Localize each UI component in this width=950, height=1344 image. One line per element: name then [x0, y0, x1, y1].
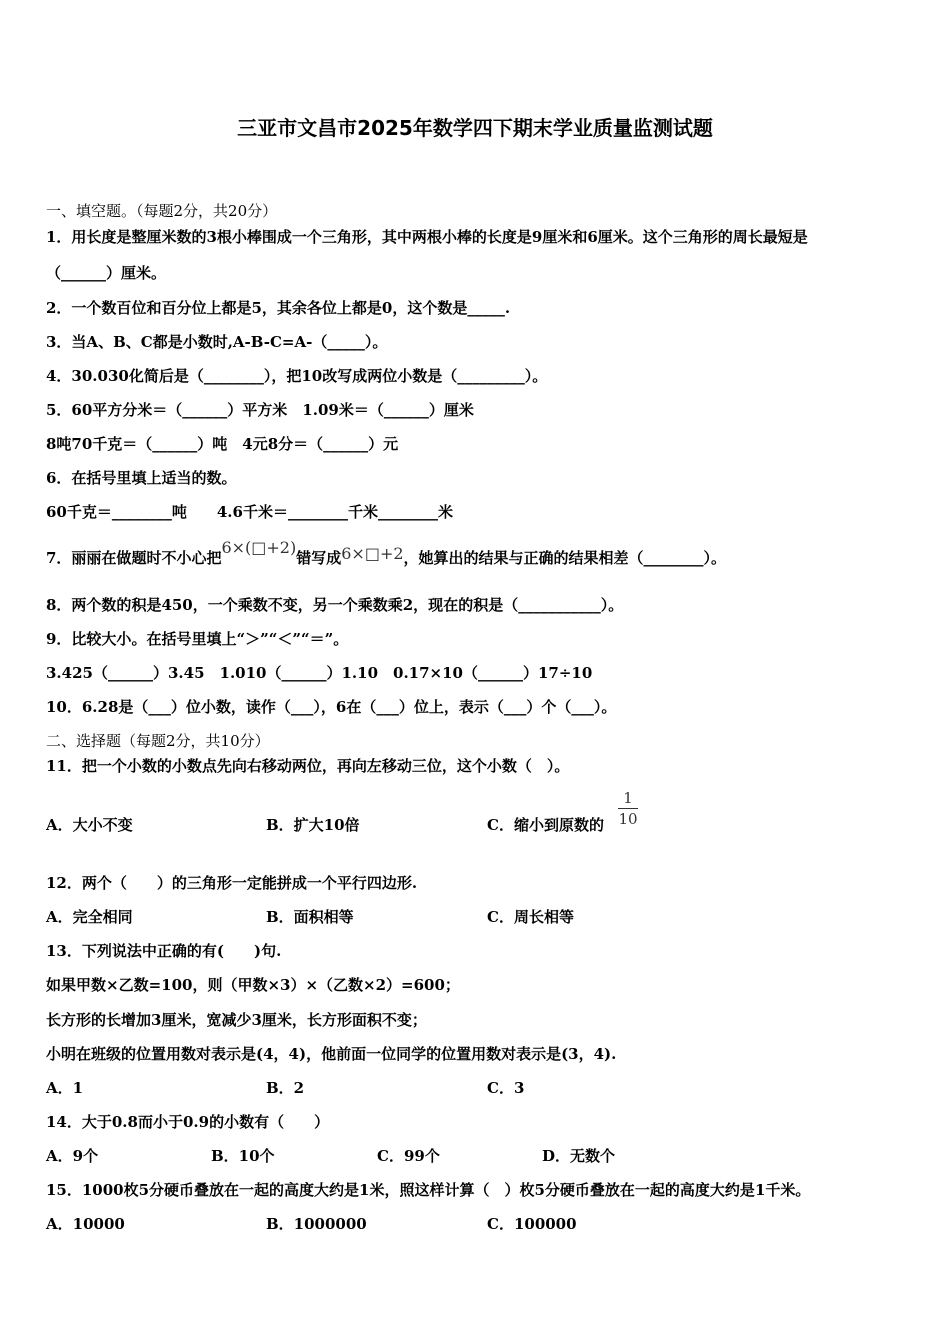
question-1-line-1: 1．用长度是整厘米数的3根小棒围成一个三角形，其中两根小棒的长度是9厘米和6厘米。这个三角形的周长最短是 — [46, 228, 808, 246]
question-14-option-a: A．9个 — [46, 1147, 99, 1165]
question-12-option-a: A．完全相同 — [46, 908, 133, 926]
question-15: 15．1000枚5分硬币叠放在一起的高度大约是1米，照这样计算（ ）枚5分硬币叠放在一起的高度大约是1千米。 — [46, 1181, 811, 1199]
fraction-denominator: 10 — [618, 810, 638, 828]
question-7-expression-correct: 6×(□+2) — [221, 538, 297, 557]
question-4: 4．30.030化简后是（________），把10改写成两位小数是（_________）。 — [46, 367, 548, 385]
page-title: 三亚市文昌市2025年数学四下期末学业质量监测试题 — [237, 116, 713, 140]
question-13-option-c: C．3 — [487, 1079, 525, 1097]
question-12-option-c: C．周长相等 — [487, 908, 574, 926]
question-11-option-a: A．大小不变 — [46, 816, 133, 834]
question-13: 13．下列说法中正确的有( )句. — [46, 942, 282, 960]
question-11-option-c: C．缩小到原数的 — [487, 816, 604, 834]
question-15-option-c: C．100000 — [487, 1215, 577, 1233]
question-1-line-2: （______）厘米。 — [46, 264, 167, 282]
question-9: 9．比较大小。在括号里填上“＞”“＜”“＝”。 — [46, 630, 349, 648]
question-13-statement-2: 长方形的长增加3厘米，宽减少3厘米，长方形面积不变； — [46, 1011, 427, 1029]
question-13-statement-3: 小明在班级的位置用数对表示是(4，4)，他前面一位同学的位置用数对表示是(3，4). — [46, 1045, 617, 1063]
section-heading-fill-blank: 一、填空题。（每题2分，共20分） — [46, 202, 278, 220]
question-7-middle: 错写成 — [296, 549, 342, 567]
question-14: 14．大于0.8而小于0.9的小数有（ ） — [46, 1113, 330, 1131]
question-13-option-a: A．1 — [46, 1079, 84, 1097]
question-7-prefix: 7．丽丽在做题时不小心把 — [46, 549, 222, 567]
question-11-option-b: B．扩大10倍 — [266, 816, 360, 834]
section-heading-multiple-choice: 二、选择题（每题2分，共10分） — [46, 732, 270, 750]
question-10: 10．6.28是（___）位小数，读作（___），6在（___）位上，表示（___）个（___）。 — [46, 698, 617, 716]
question-6-line-2: 60千克＝________吨 4.6千米＝________千米________米 — [46, 503, 453, 521]
question-12: 12．两个（ ）的三角形一定能拼成一个平行四边形. — [46, 874, 418, 892]
question-13-statement-1: 如果甲数×乙数=100，则（甲数×3）×（乙数×2）=600； — [46, 976, 460, 994]
question-8: 8．两个数的积是450，一个乘数不变，另一个乘数乘2，现在的积是（___________）。 — [46, 596, 624, 614]
question-9-line-2: 3.425（______）3.45 1.010（______）1.10 0.17×10（______）17÷10 — [46, 664, 593, 682]
question-7 — [46, 538, 727, 568]
question-15-option-b: B．1000000 — [266, 1215, 367, 1233]
question-3: 3．当A、B、C都是小数时,A-B-C=A-（_____）。 — [46, 333, 388, 351]
question-5-line-1: 5．60平方分米＝（______）平方米 1.09米＝（______）厘米 — [46, 401, 474, 419]
question-2: 2．一个数百位和百分位上都是5，其余各位上都是0，这个数是_____. — [46, 299, 511, 317]
question-11: 11．把一个小数的小数点先向右移动两位，再向左移动三位，这个小数（ ）。 — [46, 757, 570, 775]
fraction-numerator: 1 — [623, 789, 633, 807]
question-14-option-c: C．99个 — [377, 1147, 440, 1165]
question-15-option-a: A．10000 — [46, 1215, 125, 1233]
question-6: 6．在括号里填上适当的数。 — [46, 469, 237, 487]
question-12-option-b: B．面积相等 — [266, 908, 354, 926]
question-14-option-d: D．无数个 — [542, 1147, 616, 1165]
fraction-bar — [618, 808, 638, 809]
question-13-option-b: B．2 — [266, 1079, 305, 1097]
question-5-line-2: 8吨70千克＝（______）吨 4元8分＝（______）元 — [46, 435, 399, 453]
question-7-expression-wrong: 6×□+2 — [341, 544, 404, 563]
question-11-fraction — [618, 789, 638, 828]
question-14-option-b: B．10个 — [211, 1147, 275, 1165]
question-7-suffix: ，她算出的结果与正确的结果相差（________）。 — [403, 549, 727, 567]
